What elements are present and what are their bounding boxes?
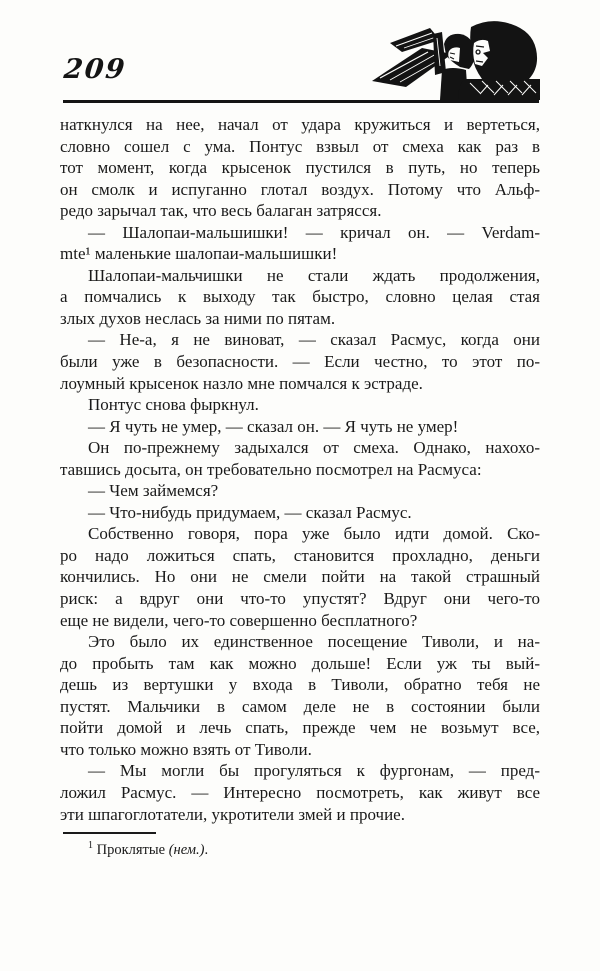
text-line: Он по-прежнему задыхался от смеха. Однако, нахохо-	[88, 438, 540, 458]
text-line: были уже в безопасности. — Если честно, то этот по-	[60, 352, 540, 372]
text-line: — Я чуть не умер, — сказал он. — Я чуть не умер!	[88, 416, 459, 436]
text-line: кончились. Но они не смели пойти на такой страшный	[60, 567, 540, 587]
footnote-language-note: (нем.)	[168, 842, 205, 858]
text-line: риск: а вдруг они что-то упустят? Вдруг они чего-то	[60, 589, 540, 609]
footnote-separator	[63, 832, 156, 834]
text-line: ро надо ложиться спать, становится прохладно, деньги	[60, 545, 540, 565]
text-line: до пробыть там как можно дольше! Если уж ты вый-	[60, 653, 540, 673]
text-line: пойти домой и лечь спать, прежде чем не возьмут все,	[60, 718, 540, 738]
text-line: редо зарычал так, что весь балаган затрясся.	[60, 201, 382, 221]
text-line: ложил Расмус. — Интересно посмотреть, как живут все	[60, 782, 540, 802]
text-line: пустят. Мальчики в самом деле не в состоянии были	[60, 696, 540, 716]
text-line: тот момент, когда крысенок пустился в путь, но теперь	[60, 158, 540, 178]
text-line: эти шпагоглотатели, укротители змей и прочие.	[60, 804, 405, 824]
text-line: — Мы могли бы прогуляться к фургонам, — пред-	[88, 761, 540, 781]
text-line: наткнулся на нее, начал от удара кружиться и вертеться,	[60, 115, 540, 134]
text-line: — Шалопаи-мальшишки! — кричал он. — Verdam-	[88, 222, 540, 242]
text-line: он смолк и испуганно глотал воздух. Потому что Альф-	[60, 179, 540, 199]
text-line: злых духов неслась за ними по пятам.	[60, 308, 336, 328]
text-line: Это было их единственное посещение Тиволи, и на-	[88, 632, 540, 652]
header-rule	[63, 100, 539, 103]
text-line: — Чем займемся?	[88, 481, 219, 501]
text-line: что только можно взять от Тиволи.	[60, 739, 312, 759]
text-line: Понтус снова фыркнул.	[88, 395, 259, 415]
body-text	[60, 114, 540, 825]
text-line: Собственно говоря, пора уже было идти домой. Ско-	[88, 524, 540, 544]
footnote	[88, 842, 528, 859]
text-line: тавшись досыта, он требовательно посмотрел на Расмуса:	[60, 459, 482, 479]
text-line: mte¹ маленькие шалопаи-мальшишки!	[60, 244, 338, 264]
text-line: — Не-а, я не виноват, — сказал Расмус, когда они	[88, 330, 540, 350]
footnote-marker: 1	[88, 840, 93, 852]
text-line: словно сошел с ума. Понтус взвыл от смеха как раз в	[60, 136, 540, 156]
text-line: — Что-нибудь придумаем, — сказал Расмус.	[88, 502, 412, 522]
two-boys-ink-drawing-icon	[370, 20, 542, 101]
chapter-header-illustration	[370, 20, 542, 101]
footnote-period: .	[204, 842, 209, 858]
text-line: еще не видели, чего-то совершенно бесплатного?	[60, 610, 418, 630]
text-line: а помчались к выходу так быстро, словно целая стая	[60, 287, 540, 307]
text-line: лоумный крысенок назло мне помчался к эстраде.	[60, 373, 423, 393]
page-number: 209	[62, 54, 129, 85]
text-line: дешь из вертушки у входа в Тиволи, обратно тебя не	[60, 675, 540, 695]
text-line: Шалопаи-мальчишки не стали ждать продолжения,	[88, 265, 540, 285]
footnote-text: Проклятые	[96, 842, 169, 858]
